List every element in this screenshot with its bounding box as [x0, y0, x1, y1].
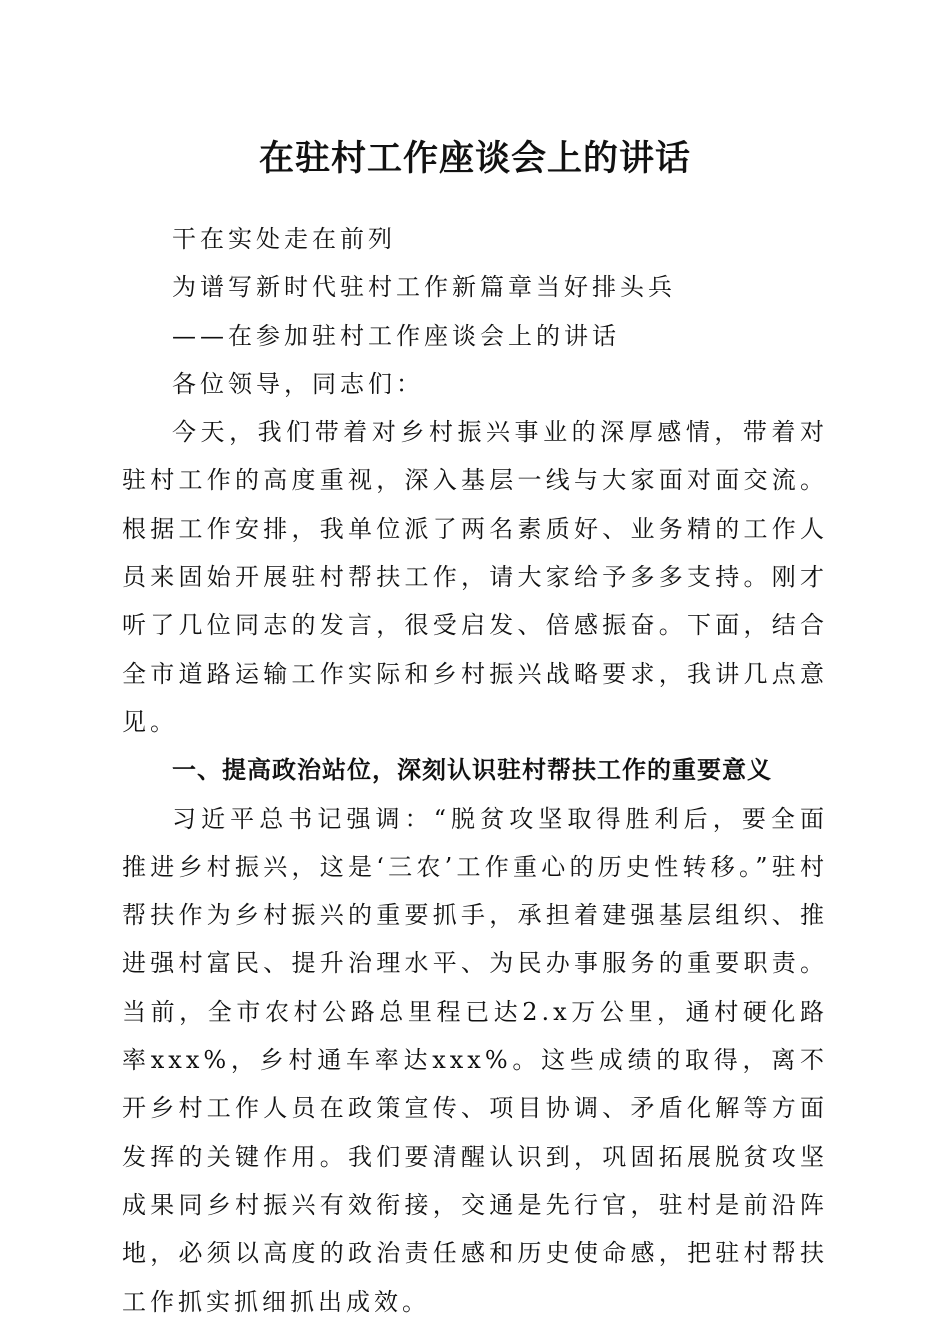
subtitle-line-3: ——在参加驻村工作座谈会上的讲话 [172, 321, 620, 350]
salutation: 各位领导，同志们： [172, 369, 424, 398]
paragraph-section-1: 习近平总书记强调：“脱贫攻坚取得胜利后，要全面推进乡村振兴，这是‘三农’工作重心的历史性转移。”驻村帮扶作为乡村振兴的重要抓手，承担着建强基层组织、推进强村富民、提升治理水平、为民办事服务的重要职责。当前，全市农村公路总里程已达2.x万公里，通村硬化路率xxx%，乡村通车率达xxx%。这些成绩的取得，离不开乡村工作人员在政策宣传、项目协调、矛盾化解等方面发挥的关键作用。我们要清醒认识到，巩固拓展脱贫攻坚成果同乡村振兴有效衔接，交通是先行官，驻村是前沿阵地，必须以高度的政治责任感和历史使命感，把驻村帮扶工作抓实抓细抓出成效。 [122, 804, 828, 1316]
document-title: 在驻村工作座谈会上的讲话 [258, 138, 691, 179]
section-heading-1: 一、提高政治站位，深刻认识驻村帮扶工作的重要意义 [172, 756, 772, 785]
document-body [122, 215, 828, 1326]
subtitle-line-2: 为谱写新时代驻村工作新篇章当好排头兵 [172, 273, 676, 302]
document-page [122, 0, 828, 1344]
paragraph-intro: 今天，我们带着对乡村振兴事业的深厚感情，带着对驻村工作的高度重视，深入基层一线与大家面对面交流。根据工作安排，我单位派了两名素质好、业务精的工作人员来固始开展驻村帮扶工作，请大家给予多多支持。刚才听了几位同志的发言，很受启发、倍感振奋。下面，结合全市道路运输工作实际和乡村振兴战略要求，我讲几点意见。 [122, 418, 828, 736]
subtitle-line-1: 干在实处走在前列 [172, 225, 396, 253]
